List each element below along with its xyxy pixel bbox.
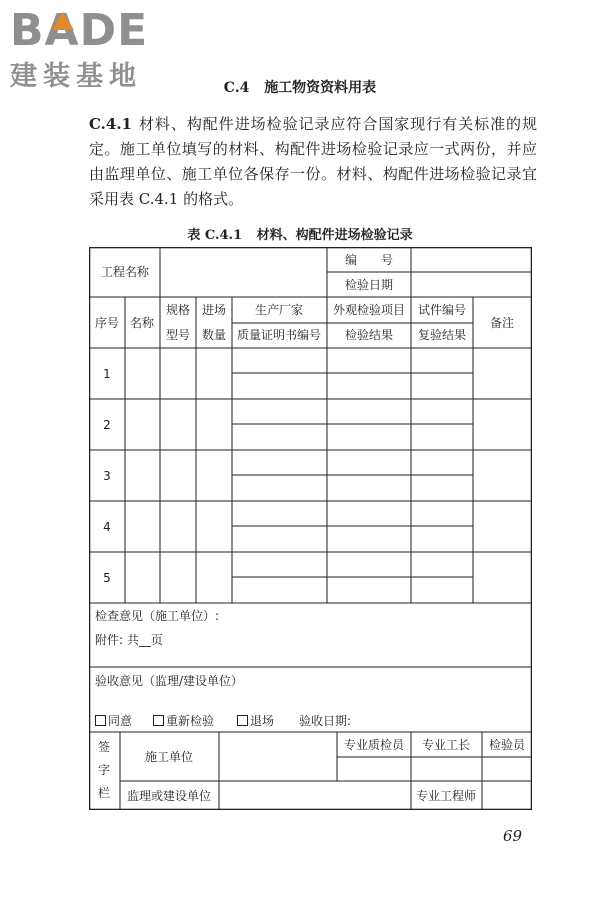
page-number: 69 bbox=[503, 827, 523, 845]
logo-subtitle: 建装基地 bbox=[10, 61, 142, 92]
option-recheck[interactable] bbox=[153, 714, 214, 728]
table-number: 表 C.4.1 bbox=[187, 228, 243, 243]
sign-inspector: 检验员 bbox=[488, 738, 526, 752]
option-return[interactable] bbox=[237, 714, 274, 728]
row-number: 5 bbox=[103, 571, 111, 585]
row-number: 2 bbox=[103, 418, 111, 432]
header-qty-1: 进场 bbox=[201, 303, 227, 317]
row-number: 4 bbox=[103, 520, 111, 534]
clause-text: 材料、构配件进场检验记录应符合国家现行有关标准的规定。施工单位填写的材料、构配件进场检验记录应一式两份，并应由监理单位、施工单位各保存一份。材料、构配件进场检验记录宜采用表 C.4.1 的格式。 bbox=[89, 115, 537, 208]
header-seq: 序号 bbox=[94, 316, 120, 330]
sign-engineer: 专业工程师 bbox=[415, 789, 477, 803]
section-title-text: 施工物资资料用表 bbox=[264, 80, 377, 96]
option-recheck-label: 重新检验 bbox=[166, 714, 215, 728]
table-title-text: 材料、构配件进场检验记录 bbox=[256, 228, 413, 243]
sign-construction: 施工单位 bbox=[144, 750, 194, 764]
option-agree-label: 同意 bbox=[108, 714, 133, 728]
checkbox-icon[interactable] bbox=[237, 715, 248, 726]
sign-label-3: 栏 bbox=[97, 786, 111, 800]
project-name-label: 工程名称 bbox=[100, 265, 150, 279]
checkbox-icon[interactable] bbox=[95, 715, 106, 726]
section-title bbox=[0, 77, 600, 97]
header-spec-2: 型号 bbox=[165, 328, 191, 342]
logo-word: BADE bbox=[10, 5, 149, 56]
inspect-date-label: 检验日期 bbox=[344, 278, 394, 292]
accept-date-label: 验收日期: bbox=[299, 714, 352, 728]
sign-supervisor: 监理或建设单位 bbox=[126, 789, 212, 803]
sign-label-2: 字 bbox=[97, 763, 111, 777]
row-number: 3 bbox=[103, 469, 111, 483]
option-agree[interactable] bbox=[95, 714, 132, 728]
row-number: 1 bbox=[103, 367, 111, 381]
header-maker: 生产厂家 bbox=[254, 303, 304, 317]
header-remark: 备注 bbox=[489, 316, 515, 330]
serial-code-label: 编 号 bbox=[344, 253, 394, 267]
clause-number: C.4.1 bbox=[89, 115, 132, 133]
accept-opinion-label: 验收意见（监理/建设单位） bbox=[95, 674, 244, 688]
table-title bbox=[0, 224, 600, 243]
header-name: 名称 bbox=[129, 316, 155, 330]
option-return-label: 退场 bbox=[250, 714, 275, 728]
header-visual: 外观检验项目 bbox=[332, 303, 406, 317]
sign-foreman: 专业工长 bbox=[421, 738, 471, 752]
sign-label-1: 签 bbox=[97, 740, 111, 754]
section-number: C.4 bbox=[223, 80, 250, 96]
header-result: 检验结果 bbox=[344, 328, 394, 342]
logo-accent-icon bbox=[52, 12, 74, 30]
header-cert: 质量证明书编号 bbox=[236, 328, 322, 342]
clause-paragraph bbox=[89, 112, 537, 212]
header-recheck: 复验结果 bbox=[417, 328, 467, 342]
header-qty-2: 数量 bbox=[201, 328, 227, 342]
check-opinion-label: 检查意见（施工单位）: bbox=[95, 609, 220, 623]
header-sample: 试件编号 bbox=[417, 303, 467, 317]
inspection-record-table bbox=[89, 247, 532, 810]
attachment-label: 附件: 共__页 bbox=[95, 633, 163, 647]
header-spec-1: 规格 bbox=[165, 303, 191, 317]
sign-quality-inspector: 专业质检员 bbox=[343, 738, 405, 752]
checkbox-icon[interactable] bbox=[153, 715, 164, 726]
